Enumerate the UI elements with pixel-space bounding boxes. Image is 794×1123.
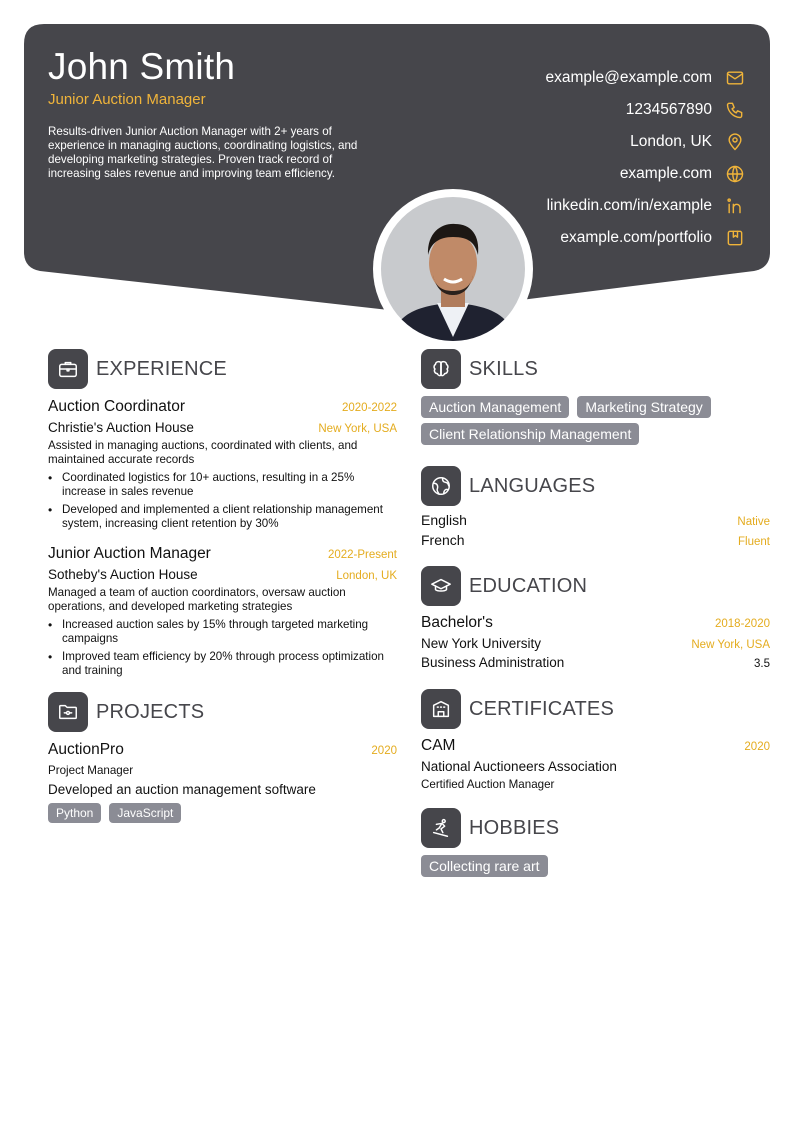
projects-title: PROJECTS [96, 700, 205, 723]
job-company: Sotheby's Auction House [48, 567, 198, 582]
project-year: 2020 [371, 745, 397, 757]
project-entry [48, 741, 397, 823]
job-role: Auction Coordinator [48, 398, 185, 415]
skills-header [421, 349, 770, 389]
certificate-full-name: Certified Auction Manager [421, 778, 555, 791]
hobbies-header [421, 808, 770, 848]
contact-email[interactable] [416, 62, 746, 94]
job-location: London, UK [336, 570, 397, 582]
certificates-header [421, 689, 770, 729]
list-item: • Coordinated logistics for 10+ auctions, resulting in a 25% increase in sales revenue [48, 471, 397, 499]
skill-chip: Marketing Strategy [577, 396, 711, 418]
profile-photo [381, 197, 525, 341]
degree: Bachelor's [421, 614, 493, 631]
language-row [421, 532, 770, 552]
linkedin-icon [724, 195, 746, 217]
language-level: Fluent [738, 536, 770, 548]
projects-header [48, 692, 397, 732]
contact-website[interactable] [416, 158, 746, 190]
skill-chip: Client Relationship Management [421, 423, 639, 445]
project-tags [48, 803, 397, 823]
contact-linkedin-text[interactable]: linkedin.com/in/example [546, 197, 712, 214]
certificate-year: 2020 [744, 741, 770, 753]
job-description: Assisted in managing auctions, coordinated with clients, and maintained accurate records [48, 439, 358, 466]
skill-chip: Auction Management [421, 396, 569, 418]
phone-icon [724, 99, 746, 121]
education-title: EDUCATION [469, 574, 588, 597]
job-location: New York, USA [318, 423, 397, 435]
contact-phone[interactable] [416, 94, 746, 126]
language-name: English [421, 512, 467, 528]
skills-title: SKILLS [469, 357, 539, 380]
job-dates: 2022-Present [327, 549, 397, 561]
contact-portfolio-text[interactable]: example.com/portfolio [560, 229, 712, 246]
contact-location [416, 126, 746, 158]
contact-website-text[interactable]: example.com [619, 165, 712, 182]
profile-summary: Results-driven Junior Auction Manager with 2+ years of experience in managing auctions, coordinating logistics, and developing marketing strategies. Proven track record of increasing sales revenue and improving team efficiency. [48, 125, 358, 180]
list-item: • Developed and implemented a client relationship management system, increasing client retention by 30% [48, 503, 397, 531]
tag-chip: JavaScript [109, 803, 181, 823]
candidate-name: John Smith [48, 46, 236, 87]
job-bullets [48, 471, 397, 531]
job-company: Christie's Auction House [48, 420, 194, 435]
certificate-issuer: National Auctioneers Association [421, 759, 617, 774]
job-bullets [48, 618, 397, 678]
languages-title: LANGUAGES [469, 474, 596, 497]
contact-location-text: London, UK [630, 133, 712, 150]
certificate-entry [421, 737, 770, 792]
candidate-title: Junior Auction Manager [48, 91, 206, 108]
tag-chip: Python [48, 803, 101, 823]
globe-icon [421, 466, 461, 506]
location-pin-icon [724, 131, 746, 153]
gpa: 3.5 [754, 658, 770, 670]
briefcase-icon [48, 349, 88, 389]
right-column [421, 349, 770, 877]
project-name: AuctionPro [48, 741, 124, 758]
folder-icon [48, 692, 88, 732]
language-name: French [421, 532, 465, 548]
skills-list [421, 396, 770, 445]
languages-list [421, 512, 770, 552]
experience-entry [48, 398, 397, 531]
experience-title: EXPERIENCE [96, 357, 227, 380]
skier-icon [421, 808, 461, 848]
hobbies-list [421, 855, 770, 877]
language-level: Native [737, 516, 770, 528]
certificate-name: CAM [421, 737, 456, 754]
education-location: New York, USA [691, 639, 770, 651]
education-entry [421, 614, 770, 670]
bookmark-icon [724, 227, 746, 249]
list-item: • Increased auction sales by 15% through targeted marketing campaigns [48, 618, 397, 646]
left-column [48, 349, 397, 837]
languages-header [421, 466, 770, 506]
mail-icon [724, 67, 746, 89]
brain-icon [421, 349, 461, 389]
contact-email-text[interactable]: example@example.com [545, 69, 712, 86]
experience-header [48, 349, 397, 389]
hobby-chip: Collecting rare art [421, 855, 548, 877]
graduation-cap-icon [421, 566, 461, 606]
language-row [421, 512, 770, 532]
job-role: Junior Auction Manager [48, 545, 211, 562]
job-description: Managed a team of auction coordinators, oversaw auction operations, and developed marketing strategies [48, 586, 346, 613]
job-dates: 2020-2022 [342, 402, 397, 414]
education-header [421, 566, 770, 606]
contact-phone-text[interactable]: 1234567890 [625, 101, 712, 118]
certificates-title: CERTIFICATES [469, 697, 615, 720]
building-icon [421, 689, 461, 729]
project-description: Developed an auction management software [48, 782, 316, 797]
hobbies-title: HOBBIES [469, 816, 560, 839]
field-of-study: Business Administration [421, 655, 565, 670]
school: New York University [421, 636, 542, 651]
experience-entry [48, 545, 397, 678]
project-role: Project Manager [48, 764, 134, 777]
list-item: • Improved team efficiency by 20% through process optimization and training [48, 650, 397, 678]
globe-icon [724, 163, 746, 185]
education-dates: 2018-2020 [715, 618, 770, 630]
